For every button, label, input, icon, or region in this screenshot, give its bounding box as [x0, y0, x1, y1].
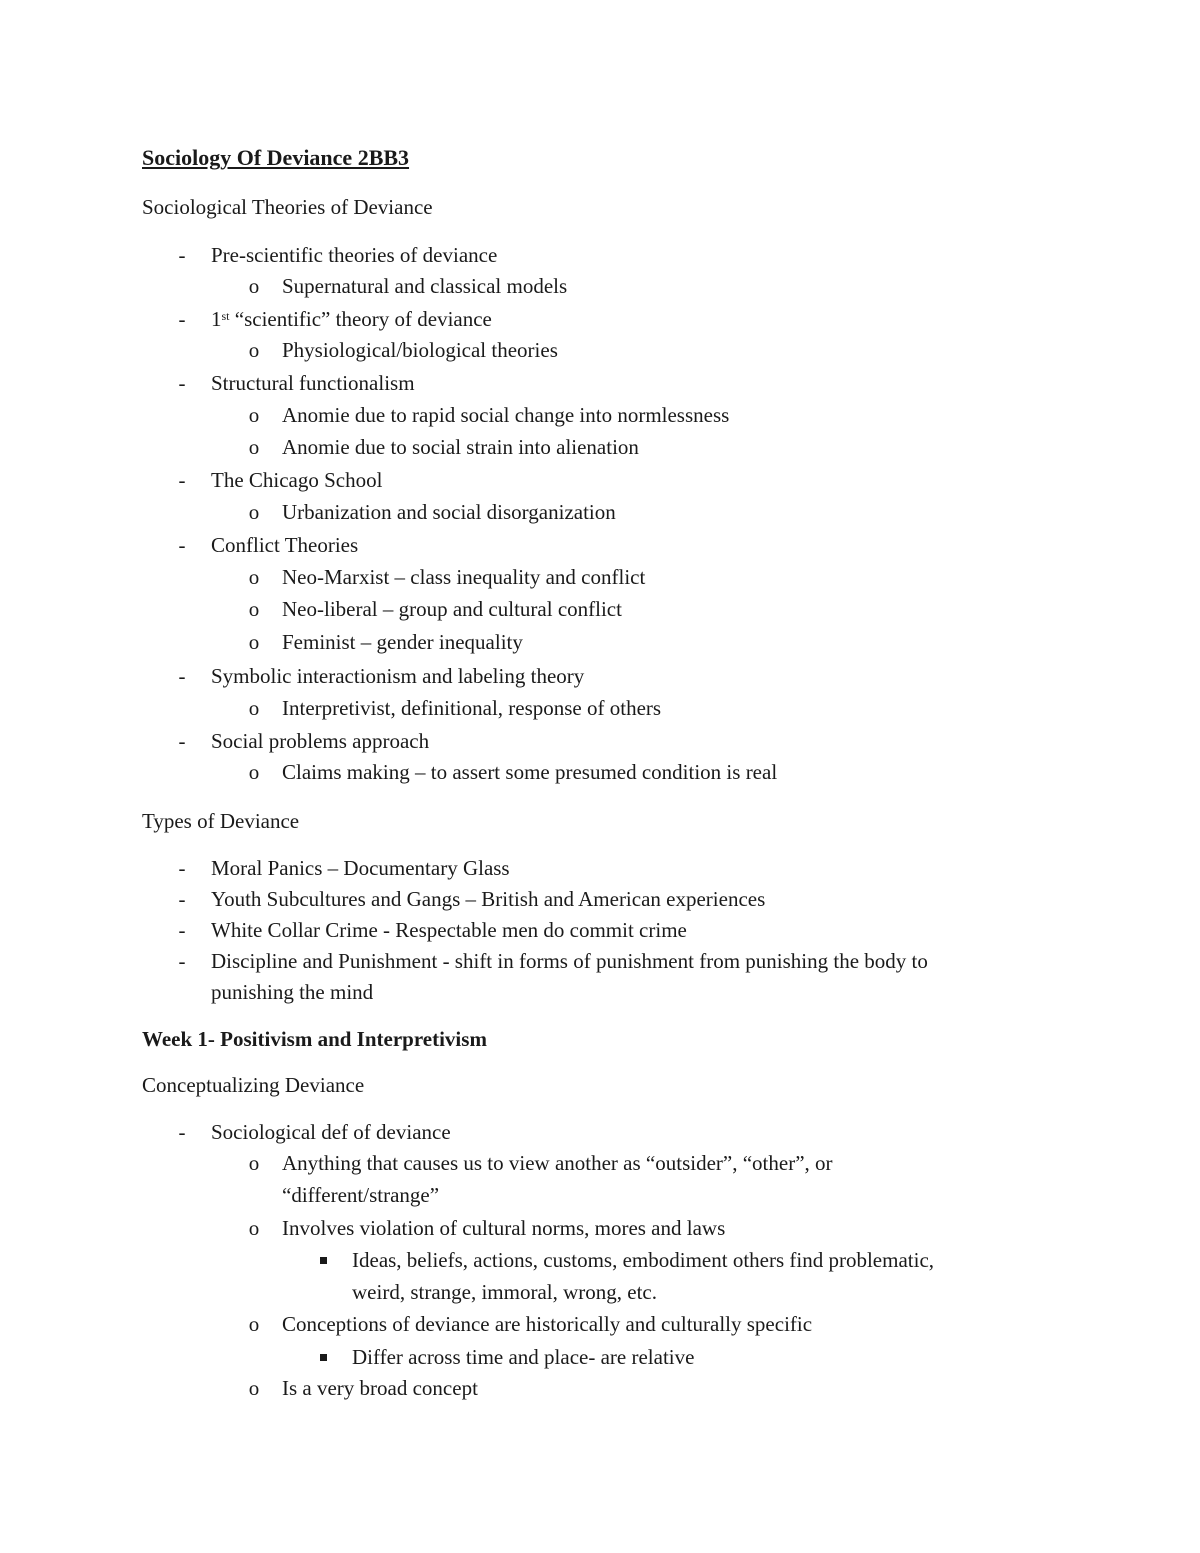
sub-item-text: Physiological/biological theories	[282, 338, 558, 362]
sub-list-item	[0, 498, 1200, 526]
sub-list-item	[0, 758, 1200, 786]
sub-sub-list-item	[0, 1246, 1200, 1274]
list-item	[0, 947, 1200, 975]
sub-item-text: Feminist – gender inequality	[282, 630, 523, 654]
circle-bullet: o	[248, 274, 260, 298]
list-item-text: Conflict Theories	[211, 533, 359, 557]
sub-sub-item-text: Ideas, beliefs, actions, customs, embodiment others find problematic,	[352, 1248, 935, 1272]
sub-item-text: Neo-liberal – group and cultural conflict	[282, 597, 622, 621]
dash-bullet: -	[178, 243, 186, 267]
list-item	[0, 662, 1200, 690]
circle-bullet: o	[248, 565, 260, 589]
sub-list-item	[0, 1310, 1200, 1338]
dash-bullet: -	[178, 887, 186, 911]
sub-list-item	[0, 1149, 1200, 1177]
dash-bullet: -	[178, 307, 186, 331]
ordinal-suffix: st	[221, 309, 230, 323]
sub-sub-item-text: weird, strange, immoral, wrong, etc.	[352, 1280, 657, 1304]
circle-bullet: o	[248, 1376, 260, 1400]
doc-title-line	[0, 144, 1200, 172]
list-item	[0, 854, 1200, 882]
dash-bullet: -	[178, 1120, 186, 1144]
list-item-rest: “scientific” theory of deviance	[229, 307, 492, 331]
sub-list-item	[0, 1214, 1200, 1242]
dash-bullet: -	[178, 949, 186, 973]
sub-sub-list-item	[0, 1343, 1200, 1371]
list-item-text: Pre-scientific theories of deviance	[211, 243, 498, 267]
subheading-line	[0, 1071, 1200, 1099]
list-item-text: Youth Subcultures and Gangs – British and American experiences	[211, 887, 766, 911]
list-item-text: punishing the mind	[211, 980, 374, 1004]
list-item	[0, 885, 1200, 913]
list-item	[0, 466, 1200, 494]
square-bullet	[316, 1343, 330, 1371]
dash-bullet: -	[178, 468, 186, 492]
list-item-text: Structural functionalism	[211, 371, 415, 395]
list-item	[0, 241, 1200, 269]
week-heading: Week 1- Positivism and Interpretivism	[142, 1027, 487, 1051]
sub-list-item	[0, 1374, 1200, 1402]
list-item	[0, 916, 1200, 944]
circle-bullet: o	[248, 696, 260, 720]
sub-item-text: Anomie due to social strain into alienation	[282, 435, 639, 459]
circle-bullet: o	[248, 1151, 260, 1175]
list-item	[0, 531, 1200, 559]
list-item-text: Moral Panics – Documentary Glass	[211, 856, 510, 880]
square-bullet	[316, 1246, 330, 1274]
sub-list-item	[0, 595, 1200, 623]
sub-item-text: Supernatural and classical models	[282, 274, 568, 298]
sub-item-text: “different/strange”	[282, 1183, 440, 1207]
sub-item-text: Claims making – to assert some presumed condition is real	[282, 760, 778, 784]
list-item	[0, 1118, 1200, 1146]
list-item	[0, 369, 1200, 397]
list-item-text: Social problems approach	[211, 729, 430, 753]
dash-bullet: -	[178, 371, 186, 395]
week-heading-line	[0, 1025, 1200, 1053]
circle-bullet: o	[248, 1216, 260, 1240]
sub-list-item	[0, 336, 1200, 364]
sub-item-text: Neo-Marxist – class inequality and conflict	[282, 565, 646, 589]
circle-bullet: o	[248, 435, 260, 459]
ordinal-number: 1	[211, 307, 222, 331]
sub-list-item	[0, 563, 1200, 591]
sub-list-item-continuation	[0, 1181, 1200, 1209]
sub-list-item	[0, 401, 1200, 429]
list-item-text: Discipline and Punishment - shift in forms of punishment from punishing the body to	[211, 949, 928, 973]
subheading: Conceptualizing Deviance	[142, 1073, 365, 1097]
doc-title: Sociology Of Deviance 2BB3	[142, 145, 410, 170]
sub-item-text: Anomie due to rapid social change into normlessness	[282, 403, 730, 427]
sub-list-item	[0, 272, 1200, 300]
sub-item-text: Urbanization and social disorganization	[282, 500, 616, 524]
circle-bullet: o	[248, 500, 260, 524]
sub-item-text: Interpretivist, definitional, response of others	[282, 696, 662, 720]
sub-list-item	[0, 433, 1200, 461]
list-item-text: White Collar Crime - Respectable men do commit crime	[211, 918, 687, 942]
square-bullet-icon	[320, 1354, 327, 1361]
dash-bullet: -	[178, 918, 186, 942]
circle-bullet: o	[248, 760, 260, 784]
section-heading-line	[0, 807, 1200, 835]
sub-list-item	[0, 628, 1200, 656]
circle-bullet: o	[248, 597, 260, 621]
dash-bullet: -	[178, 729, 186, 753]
sub-list-item	[0, 694, 1200, 722]
list-item-text	[211, 305, 492, 333]
sub-item-text: Anything that causes us to view another as “outsider”, “other”, or	[282, 1151, 833, 1175]
square-bullet-icon	[320, 1257, 327, 1264]
list-item-text: The Chicago School	[211, 468, 383, 492]
sub-sub-item-text: Differ across time and place- are relative	[352, 1345, 695, 1369]
list-item-text: Symbolic interactionism and labeling theory	[211, 664, 585, 688]
sub-item-text: Conceptions of deviance are historically and culturally specific	[282, 1312, 813, 1336]
sub-item-text: Involves violation of cultural norms, mores and laws	[282, 1216, 726, 1240]
sub-sub-list-item-continuation	[0, 1278, 1200, 1306]
list-item-text: Sociological def of deviance	[211, 1120, 451, 1144]
list-item	[0, 305, 1200, 333]
circle-bullet: o	[248, 630, 260, 654]
dash-bullet: -	[178, 533, 186, 557]
list-item	[0, 727, 1200, 755]
circle-bullet: o	[248, 403, 260, 427]
section-heading-line	[0, 193, 1200, 221]
dash-bullet: -	[178, 664, 186, 688]
sub-item-text: Is a very broad concept	[282, 1376, 478, 1400]
dash-bullet: -	[178, 856, 186, 880]
circle-bullet: o	[248, 338, 260, 362]
section-heading: Sociological Theories of Deviance	[142, 195, 433, 219]
list-item-continuation	[0, 978, 1200, 1006]
section-heading: Types of Deviance	[142, 809, 300, 833]
circle-bullet: o	[248, 1312, 260, 1336]
